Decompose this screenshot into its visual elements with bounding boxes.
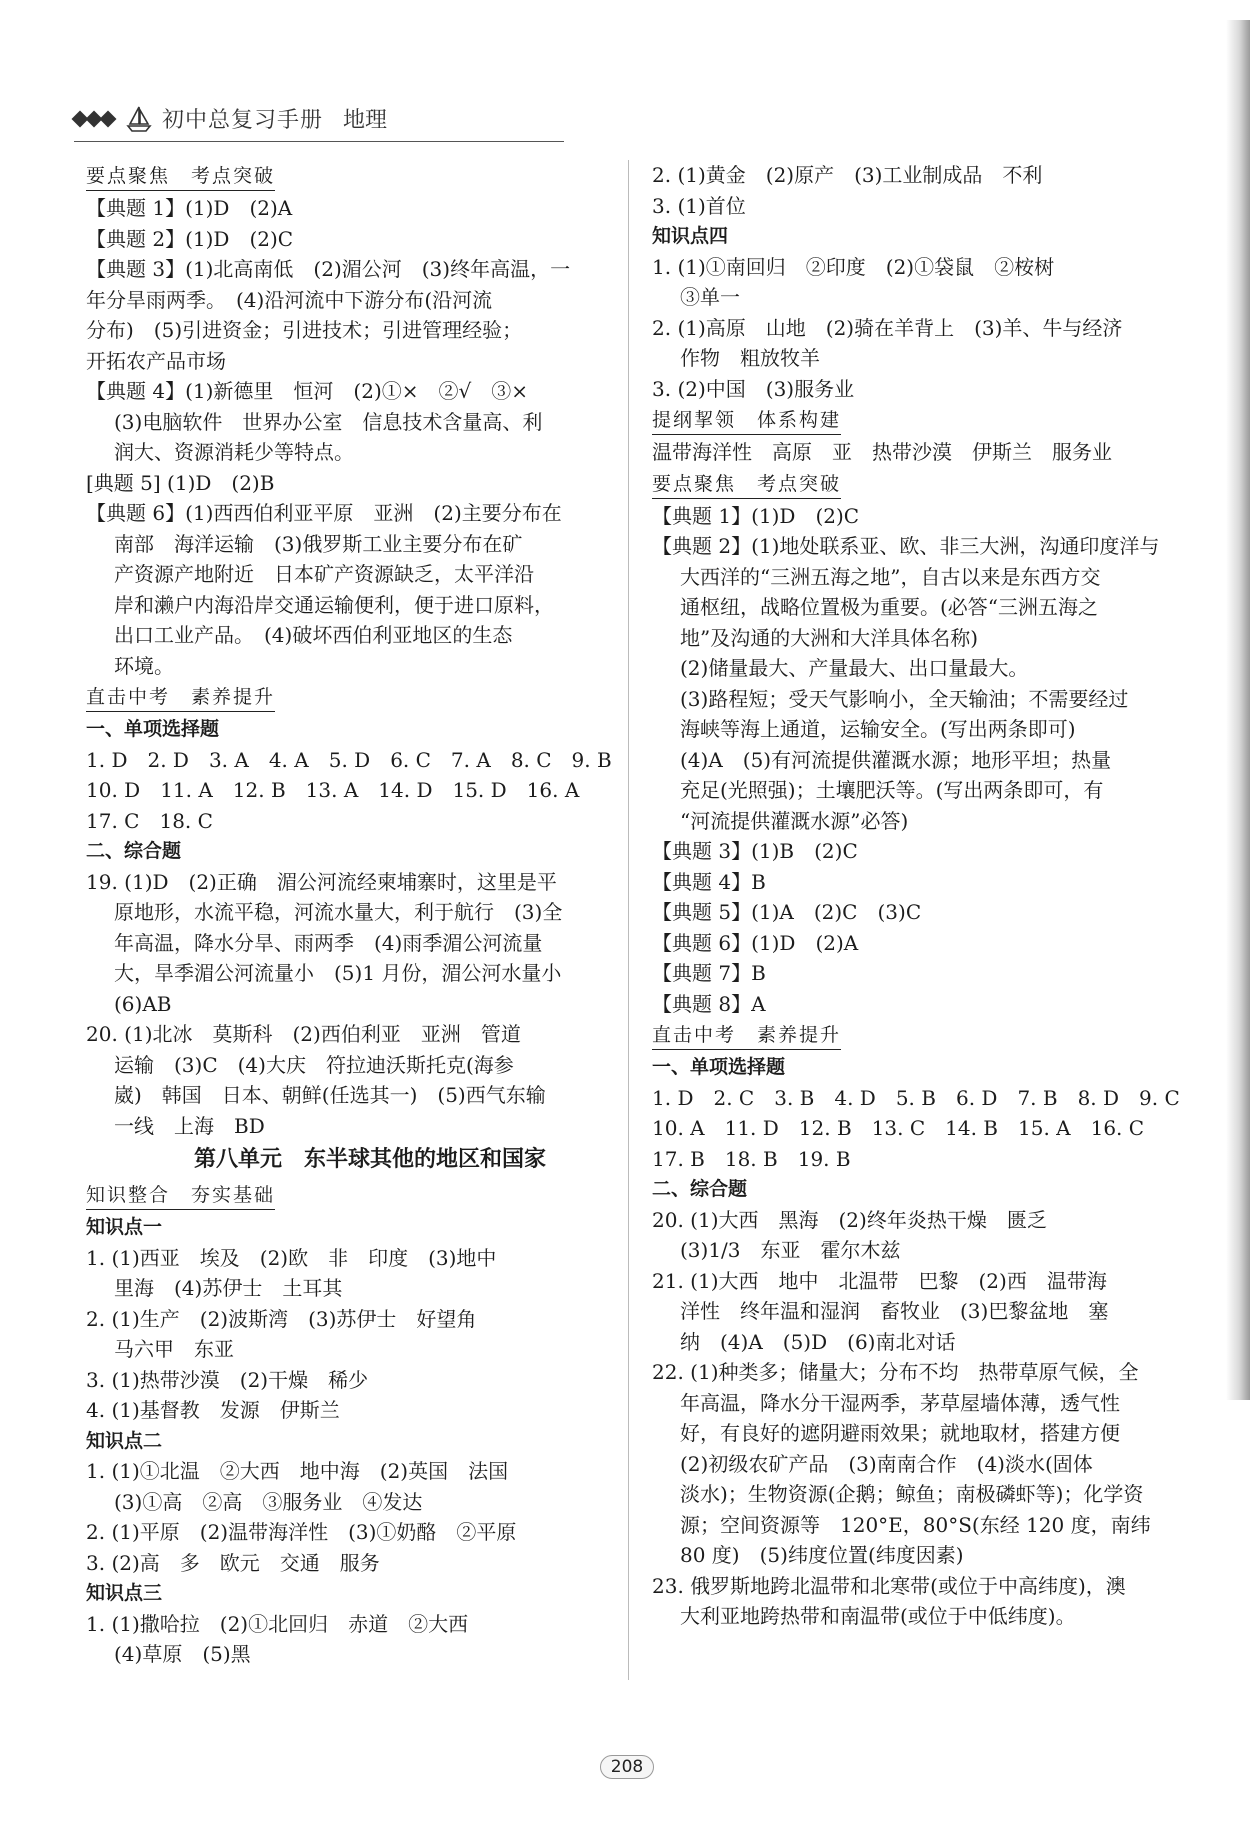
answer-line: 原地形，水流平稳，河流水量大，利于航行 (3)全 (114, 900, 563, 924)
answer-line: 【典题 5】(1)A (2)C (3)C (652, 900, 922, 924)
answer-line: 大利亚地跨热带和南温带(或位于中低纬度)。 (680, 1604, 1076, 1628)
answer-line: 【典题 1】(1)D (2)C (652, 503, 860, 528)
answer-line: 年高温，降水分干湿两季，茅草屋墙体薄，透气性 (680, 1390, 1120, 1415)
answer-line: “河流提供灌溉水源”必答) (680, 808, 909, 833)
section-heading-row (86, 681, 614, 714)
answer-line: 地”及沟通的大洲和大洋具体名称) (680, 625, 979, 650)
answer-line: 崴) 韩国 日本、朝鲜(任选其一) (5)西气东输 (114, 1083, 546, 1107)
answer-line: 纳 (4)A (5)D (6)南北对话 (680, 1329, 956, 1354)
answer-line: 1. D 2. D 3. A 4. A 5. D 6. C 7. A 8. C 9. B (86, 747, 612, 772)
answer-line: 20. (1)大西 黑海 (2)终年炎热干燥 匮乏 (652, 1207, 1047, 1232)
answer-line: 【典题 6】(1)D (2)A (652, 930, 859, 955)
answer-line: 80 度) (5)纬度位置(纬度因素) (680, 1543, 964, 1567)
answer-line: 【典题 3】(1)B (2)C (652, 839, 858, 863)
section-heading-row (86, 160, 614, 193)
answer-line: 20. (1)北冰 莫斯科 (2)西伯利亚 亚洲 管道 (86, 1022, 521, 1046)
answer-line: 温带海洋性 高原 亚 热带沙漠 伊斯兰 服务业 (652, 440, 1112, 464)
answer-line: 【典题 3】(1)北高南低 (2)湄公河 (3)终年高温，一 (86, 257, 571, 281)
answer-line: 【典题 1】(1)D (2)A (86, 196, 293, 220)
answer-line: 3. (2)高 多 欧元 交通 服务 (86, 1550, 380, 1575)
answer-line: 淡水)；生物资源(企鹅；鲸鱼；南极磷虾等)；化学资 (680, 1482, 1144, 1506)
answer-column-right (652, 160, 1182, 1632)
book-title: 初中总复习手册 (162, 108, 324, 133)
answer-line: 好，有良好的遮阴避雨效果；就地取材，搭建方便 (680, 1421, 1120, 1445)
sailboat-icon (124, 104, 154, 134)
diamond-ornament-icon (74, 113, 114, 125)
running-header (74, 96, 564, 142)
answer-line: (3)路程短；受天气影响小，全天输油；不需要经过 (680, 686, 1129, 711)
answer-line: 1. D 2. C 3. B 4. D 5. B 6. D 7. B 8. D 9. C (652, 1085, 1180, 1110)
section-heading: 直击中考 素养提升 (652, 1021, 841, 1050)
subsection-heading: 二、综合题 (652, 1178, 748, 1200)
answer-line: 洋性 终年温和湿润 畜牧业 (3)巴黎盆地 塞 (680, 1299, 1109, 1323)
subsection-heading: 知识点三 (86, 1582, 163, 1604)
answer-line: 环境。 (114, 653, 174, 678)
subsection-heading: 知识点二 (86, 1429, 163, 1452)
answer-line: 一线 上海 BD (114, 1113, 265, 1138)
answer-line: 海峡等海上通道，运输安全。(写出两条即可) (680, 717, 1076, 741)
subsection-heading: 一、单项选择题 (86, 718, 220, 740)
answer-line: 产资源产地附近 日本矿产资源缺乏，太平洋沿 (114, 562, 534, 586)
answer-line: 3. (1)首位 (652, 193, 746, 218)
answer-line: 【典题 8】A (652, 991, 766, 1016)
answer-line: 10. A 11. D 12. B 13. C 14. B 15. A 16. C (652, 1116, 1145, 1140)
answer-line: 润大、资源消耗少等特点。 (114, 440, 354, 464)
answer-line: 大，旱季湄公河流量小 (5)1 月份，湄公河水量小 (114, 961, 562, 985)
answer-line: 大西洋的“三洲五海之地”，自古以来是东西方交 (680, 564, 1101, 589)
unit-title: 第八单元 东半球其他的地区和国家 (193, 1147, 546, 1172)
answer-line: (3)①高 ②高 ③服务业 ④发达 (114, 1489, 423, 1514)
answer-line: 通枢纽，战略位置极为重要。(必答“三洲五海之 (680, 595, 1099, 619)
page-number-badge (590, 1752, 664, 1782)
subsection-heading: 知识点四 (652, 225, 729, 247)
answer-line: 22. (1)种类多；储量大；分布不均 热带草原气候，全 (652, 1360, 1139, 1384)
answer-line: 源；空间资源等 120°E，80°S(东经 120 度，南纬 (680, 1512, 1151, 1537)
section-heading: 要点聚焦 考点突破 (652, 470, 841, 499)
subsection-heading: 一、单项选择题 (652, 1056, 786, 1078)
answer-line: 【典题 2】(1)地处联系亚、欧、非三大洲，沟通印度洋与 (652, 534, 1160, 558)
answer-line: 【典题 2】(1)D (2)C (86, 226, 294, 251)
section-heading-row (652, 1019, 1182, 1052)
answer-line: 3. (2)中国 (3)服务业 (652, 376, 855, 401)
column-divider (628, 160, 629, 1680)
answer-line: 2. (1)高原 山地 (2)骑在羊背上 (3)羊、牛与经济 (652, 315, 1123, 340)
answer-line: 年高温，降水分旱、雨两季 (4)雨季湄公河流量 (114, 930, 543, 955)
answer-line: 1. (1)撒哈拉 (2)①北回归 赤道 ②大西 (86, 1611, 469, 1636)
answer-line: 【典题 7】B (652, 961, 766, 985)
answer-line: 充足(光照强)；土壤肥沃等。(写出两条即可，有 (680, 778, 1104, 802)
section-heading: 知识整合 夯实基础 (86, 1181, 275, 1210)
answer-line: (3)1/3 东亚 霍尔木兹 (680, 1238, 901, 1262)
section-heading-row (652, 404, 1182, 437)
section-heading-row (86, 1179, 614, 1212)
answer-line: 1. (1)①南回归 ②印度 (2)①袋鼠 ②桉树 (652, 254, 1055, 279)
answer-line: 运输 (3)C (4)大庆 符拉迪沃斯托克(海参 (114, 1052, 514, 1077)
answer-line: 4. (1)基督教 发源 伊斯兰 (86, 1398, 340, 1422)
answer-line: 10. D 11. A 12. B 13. A 14. D 15. D 16. A (86, 778, 580, 802)
answer-line: (3)电脑软件 世界办公室 信息技术含量高、利 (114, 409, 543, 434)
answer-column-left (86, 160, 614, 1670)
answer-line: (2)储量最大、产量最大、出口量最大。 (680, 656, 1029, 680)
answer-line: 1. (1)西亚 埃及 (2)欧 非 印度 (3)地中 (86, 1245, 497, 1270)
answer-line: 3. (1)热带沙漠 (2)干燥 稀少 (86, 1367, 369, 1392)
answer-line: 马六甲 东亚 (114, 1337, 234, 1361)
answer-line: 17. C 18. C (86, 808, 213, 833)
section-heading-row (652, 468, 1182, 501)
section-heading: 直击中考 素养提升 (86, 683, 275, 712)
answer-line: 2. (1)生产 (2)波斯湾 (3)苏伊士 好望角 (86, 1306, 477, 1331)
answer-line: (4)A (5)有河流提供灌溉水源；地形平坦；热量 (680, 747, 1112, 772)
section-heading: 提纲挈领 体系构建 (652, 406, 841, 435)
subsection-heading: 二、综合题 (86, 840, 182, 862)
answer-line: 1. (1)①北温 ②大西 地中海 (2)英国 法国 (86, 1459, 509, 1483)
section-heading: 要点聚焦 考点突破 (86, 162, 275, 191)
answer-line: 作物 粗放牧羊 (680, 346, 820, 370)
scan-edge-shadow (1226, 20, 1250, 1400)
page-number: 208 (600, 1755, 654, 1779)
answer-line: 南部 海洋运输 (3)俄罗斯工业主要分布在矿 (114, 531, 523, 556)
answer-line: [典题 5] (1)D (2)B (86, 470, 275, 495)
answer-line: 开拓农产品市场 (86, 348, 226, 373)
answer-line: 岸和濑户内海沿岸交通运输便利，便于进口原料， (114, 592, 554, 617)
answer-line: 里海 (4)苏伊士 土耳其 (114, 1276, 343, 1300)
answer-line: 分布) (5)引进资金；引进技术；引进管理经验； (86, 318, 523, 342)
answer-line: 23. 俄罗斯地跨北温带和北寒带(或位于中高纬度)，澳 (652, 1573, 1126, 1598)
subject-label: 地理 (343, 108, 388, 133)
answer-line: 21. (1)大西 地中 北温带 巴黎 (2)西 温带海 (652, 1268, 1107, 1293)
answer-line: 2. (1)黄金 (2)原产 (3)工业制成品 不利 (652, 163, 1043, 187)
answer-line: (4)草原 (5)黑 (114, 1642, 251, 1666)
answer-line: ③单一 (680, 285, 740, 309)
subsection-heading: 知识点一 (86, 1216, 163, 1238)
answer-line: 19. (1)D (2)正确 湄公河流经柬埔寨时，这里是平 (86, 869, 557, 894)
answer-line: 【典题 6】(1)西西伯利亚平原 亚洲 (2)主要分布在 (86, 501, 562, 525)
answer-line: 17. B 18. B 19. B (652, 1146, 851, 1171)
answer-line: 出口工业产品。 (4)破坏西伯利亚地区的生态 (114, 623, 513, 647)
answer-line: (2)初级农矿产品 (3)南南合作 (4)淡水(固体 (680, 1451, 1093, 1476)
answer-line: 年分旱雨两季。 (4)沿河流中下游分布(沿河流 (86, 287, 493, 312)
answer-line: 【典题 4】B (652, 869, 766, 894)
answer-line: 2. (1)平原 (2)温带海洋性 (3)①奶酪 ②平原 (86, 1520, 517, 1544)
answer-line: 【典题 4】(1)新德里 恒河 (2)①× ②√ ③× (86, 379, 529, 403)
answer-line: (6)AB (114, 991, 172, 1016)
